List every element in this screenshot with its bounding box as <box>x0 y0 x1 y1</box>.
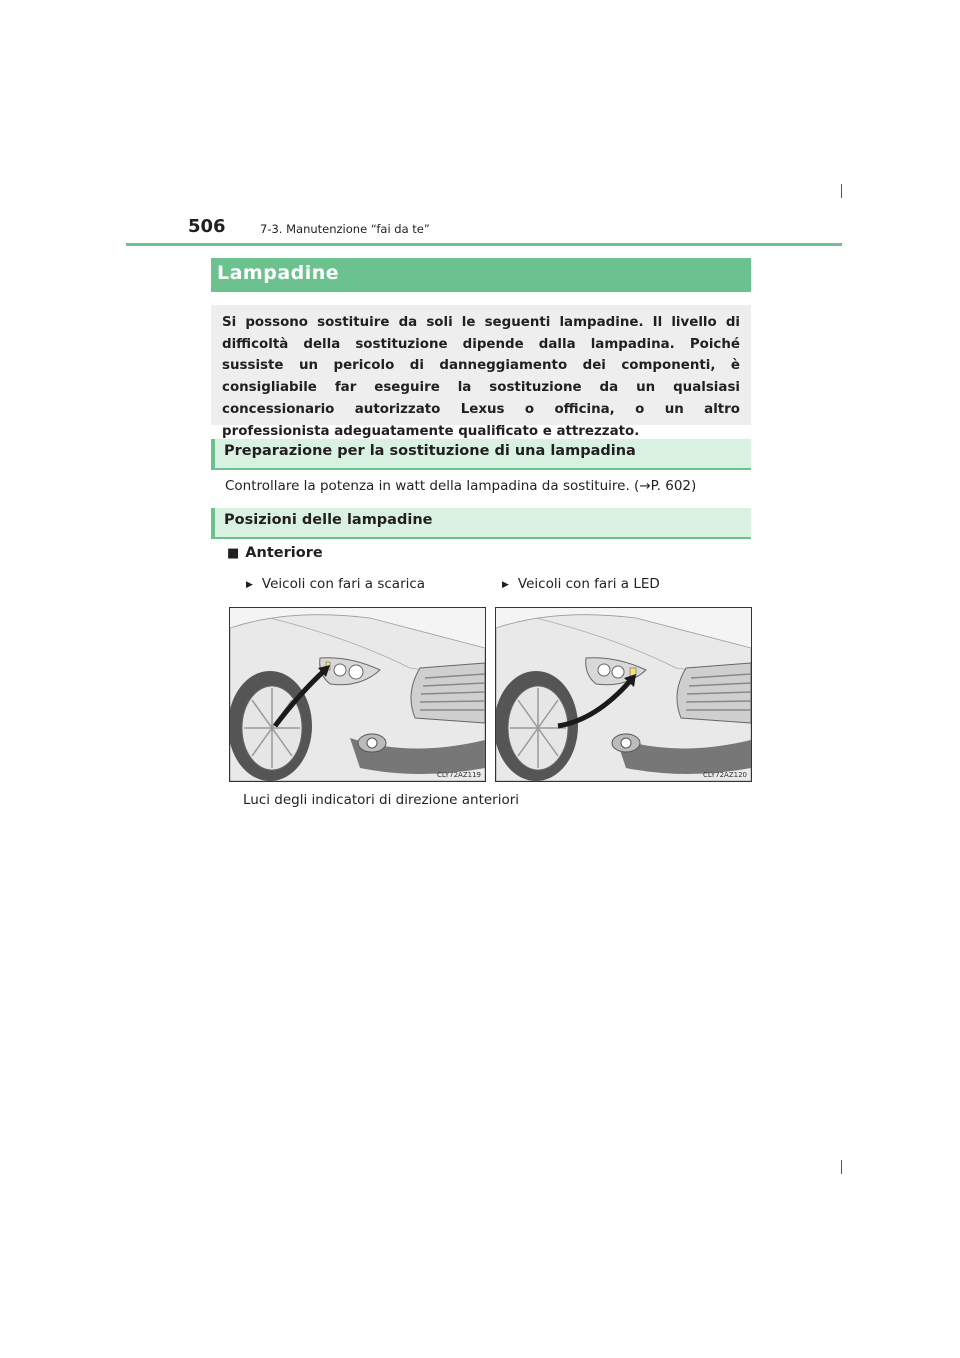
subheading-preparation-text: Preparazione per la sostituzione di una lampadina <box>224 443 636 459</box>
figure-code: CLY72AZ120 <box>703 771 747 779</box>
figure-code: CLY72AZ119 <box>437 771 481 779</box>
crop-mark-bottom <box>841 1160 842 1174</box>
subheading-positions-text: Posizioni delle lampadine <box>224 512 433 528</box>
intro-box <box>211 305 751 439</box>
figure-led-headlight <box>495 607 752 782</box>
page-header <box>188 216 842 246</box>
figure-caption: Luci degli indicatori di direzione anteriori <box>243 792 520 808</box>
car-front-illustration <box>230 608 485 781</box>
front-label <box>227 545 323 561</box>
triangle-right-icon: ▶ <box>246 580 253 590</box>
square-bullet-icon: ■ <box>227 546 240 561</box>
triangle-right-icon: ▶ <box>502 580 509 590</box>
intro-text: Si possono sostituire da soli le seguenti lampadine. Il livello di difficoltà della sostituzione dipende dalla lampadina. Poiché sussiste un pericolo di danneggiamento dei componenti, è consigliabile far eseguire la sostituzione da un qualsiasi concessionario autorizzato Lexus o officina, o un altro professionista adeguatamente qualificato e attrezzato. <box>222 315 740 439</box>
chapter-banner <box>211 258 751 292</box>
figure-discharge-headlight <box>229 607 486 782</box>
variant-led-text: Veicoli con fari a LED <box>517 576 660 592</box>
section-title: 7-3. Manutenzione “fai da te” <box>260 222 430 236</box>
banner-title: Lampadine <box>217 262 340 284</box>
subheading-positions <box>211 508 751 539</box>
variant-discharge <box>246 576 425 592</box>
front-label-text: Anteriore <box>245 545 323 561</box>
page-number: 506 <box>188 216 226 237</box>
variant-led <box>502 576 660 592</box>
crop-mark-top <box>841 184 842 198</box>
subheading-preparation <box>211 439 751 470</box>
preparation-text: Controllare la potenza in watt della lampadina da sostituire. (→P. 602) <box>225 478 697 494</box>
variant-discharge-text: Veicoli con fari a scarica <box>261 576 426 592</box>
car-front-illustration <box>496 608 751 781</box>
header-rule <box>126 243 842 246</box>
